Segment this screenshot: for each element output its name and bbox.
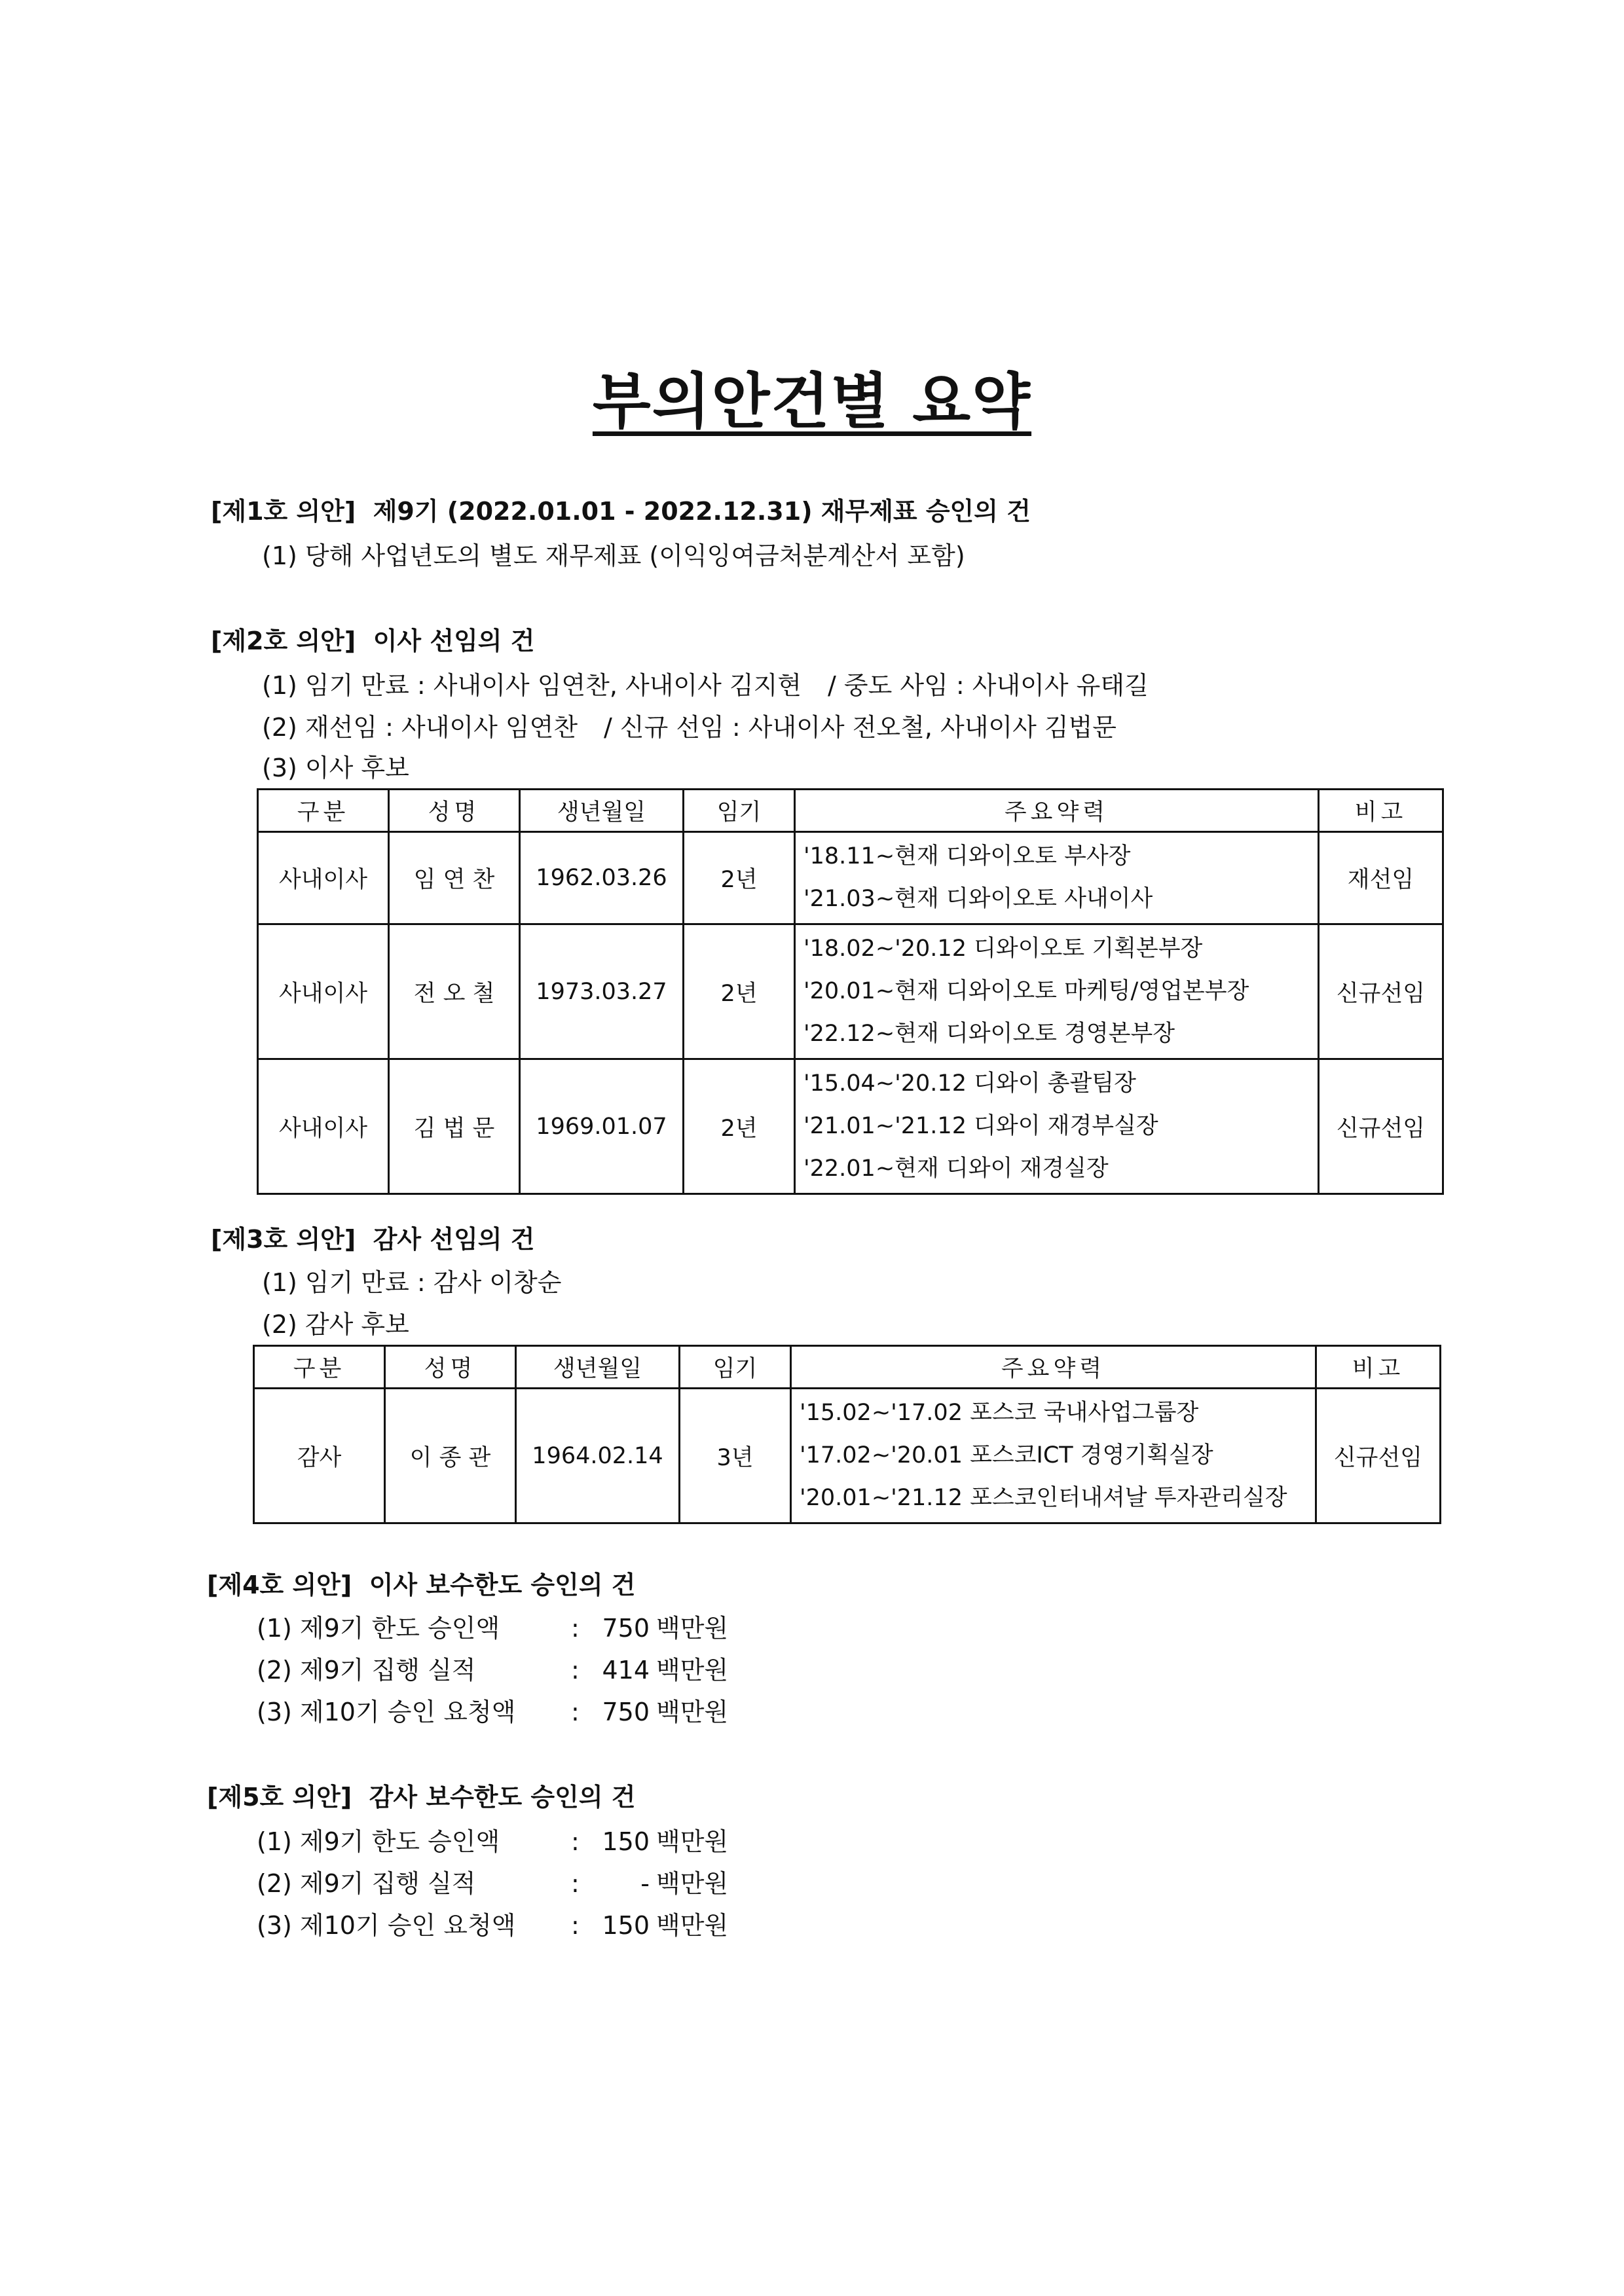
item1-heading-text: 제9기 (2022.01.01 - 2022.12.31) 재무제표 승인의 건 <box>373 497 1031 526</box>
header-name: 성명 <box>385 1346 516 1389</box>
cell-career <box>791 1389 1316 1523</box>
row-unit: 백만원 <box>656 1614 729 1643</box>
item3-heading-label: [제3호 의안] <box>211 1225 356 1254</box>
row-colon: : <box>571 1869 580 1898</box>
item5-row-2 <box>257 1863 728 1899</box>
cell-birth: 1973.03.27 <box>520 924 684 1059</box>
career-line: '17.02~'20.01 포스코ICT 경영기획실장 <box>800 1442 1213 1468</box>
row-colon: : <box>571 1911 580 1940</box>
row-unit: 백만원 <box>656 1869 729 1898</box>
header-name: 성명 <box>389 790 520 832</box>
item1-line-1: (1) 당해 사업년도의 별도 재무제표 (이익잉여금처분계산서 포함) <box>262 541 965 570</box>
header-birth: 생년월일 <box>520 790 684 832</box>
header-career: 주요약력 <box>791 1346 1316 1389</box>
row-unit: 백만원 <box>656 1656 729 1685</box>
item3-heading-text: 감사 선임의 건 <box>373 1225 535 1254</box>
item5-heading-text: 감사 보수한도 승인의 건 <box>369 1783 636 1812</box>
header-type: 구분 <box>254 1346 385 1389</box>
cell-note: 신규선임 <box>1319 1059 1443 1194</box>
item4-heading-text: 이사 보수한도 승인의 건 <box>369 1571 636 1599</box>
table-header-row <box>254 1346 1441 1389</box>
item2-heading-label: [제2호 의안] <box>211 627 356 655</box>
career-line: '22.01~현재 디와이 재경실장 <box>803 1156 1109 1182</box>
row-colon: : <box>571 1656 580 1685</box>
cell-term: 2년 <box>684 832 795 924</box>
header-term: 임기 <box>680 1346 791 1389</box>
table-row <box>258 832 1443 924</box>
item5-row-1 <box>257 1821 728 1857</box>
career-line: '21.03~현재 디와이오토 사내이사 <box>803 886 1153 912</box>
row-unit: 백만원 <box>656 1827 729 1856</box>
cell-type: 감사 <box>254 1389 385 1523</box>
cell-type: 사내이사 <box>258 924 389 1059</box>
row-value: - <box>640 1869 650 1898</box>
auditor-candidates-table <box>253 1345 1441 1524</box>
item4-heading <box>207 1565 636 1601</box>
item2-line-2b: / 신규 선임 : 사내이사 전오철, 사내이사 김법문 <box>604 713 1117 742</box>
item4-row-2 <box>257 1650 728 1686</box>
cell-name: 전 오 철 <box>389 924 520 1059</box>
cell-career <box>795 924 1319 1059</box>
table-header-row <box>258 790 1443 832</box>
item2-line-1 <box>262 665 1149 701</box>
career-line: '20.01~현재 디와이오토 마케팅/영업본부장 <box>803 978 1249 1004</box>
cell-name: 이 종 관 <box>385 1389 516 1523</box>
item2-line-1b: / 중도 사임 : 사내이사 유태길 <box>828 671 1149 700</box>
row-label: (2) 제9기 집행 실적 <box>257 1656 476 1685</box>
row-label: (3) 제10기 승인 요청액 <box>257 1911 516 1940</box>
item2-line-2 <box>262 707 1116 743</box>
item1-heading-label: [제1호 의안] <box>211 497 356 526</box>
row-label: (2) 제9기 집행 실적 <box>257 1869 476 1898</box>
cell-term: 2년 <box>684 1059 795 1194</box>
item4-row-3 <box>257 1692 728 1728</box>
item5-heading <box>207 1777 636 1813</box>
table-row <box>254 1389 1441 1523</box>
cell-name: 김 법 문 <box>389 1059 520 1194</box>
row-unit: 백만원 <box>656 1698 729 1726</box>
header-note: 비고 <box>1316 1346 1441 1389</box>
header-term: 임기 <box>684 790 795 832</box>
item2-heading <box>211 621 534 657</box>
table-row <box>258 924 1443 1059</box>
header-career: 주요약력 <box>795 790 1319 832</box>
row-value: 150 <box>602 1827 650 1856</box>
item3-heading <box>211 1219 534 1255</box>
row-value: 150 <box>602 1911 650 1940</box>
item1-heading <box>211 491 1031 527</box>
header-type: 구분 <box>258 790 389 832</box>
cell-career <box>795 1059 1319 1194</box>
cell-note: 신규선임 <box>1319 924 1443 1059</box>
career-line: '15.04~'20.12 디와이 총괄팀장 <box>803 1070 1136 1097</box>
row-value: 750 <box>602 1698 650 1726</box>
item4-row-1 <box>257 1608 728 1644</box>
item4-heading-label: [제4호 의안] <box>207 1571 352 1599</box>
row-unit: 백만원 <box>656 1911 729 1940</box>
cell-birth: 1964.02.14 <box>516 1389 680 1523</box>
item3-line-1: (1) 임기 만료 : 감사 이창순 <box>262 1268 562 1297</box>
cell-note: 재선임 <box>1319 832 1443 924</box>
row-label: (1) 제9기 한도 승인액 <box>257 1614 500 1643</box>
header-birth: 생년월일 <box>516 1346 680 1389</box>
career-line: '22.12~현재 디와이오토 경영본부장 <box>803 1021 1175 1047</box>
career-line: '18.02~'20.12 디와이오토 기획본부장 <box>803 936 1203 962</box>
item5-heading-label: [제5호 의안] <box>207 1783 352 1812</box>
item5-row-3 <box>257 1905 728 1941</box>
item3-line-2: (2) 감사 후보 <box>262 1310 409 1339</box>
cell-birth: 1969.01.07 <box>520 1059 684 1194</box>
item2-heading-text: 이사 선임의 건 <box>373 627 535 655</box>
row-colon: : <box>571 1614 580 1643</box>
career-line: '20.01~'21.12 포스코인터내셔날 투자관리실장 <box>800 1485 1287 1511</box>
item2-line-3: (3) 이사 후보 <box>262 754 409 782</box>
cell-type: 사내이사 <box>258 1059 389 1194</box>
item2-line-1a: (1) 임기 만료 : 사내이사 임연찬, 사내이사 김지현 <box>262 671 802 700</box>
cell-birth: 1962.03.26 <box>520 832 684 924</box>
header-note: 비고 <box>1319 790 1443 832</box>
row-value: 414 <box>602 1656 650 1685</box>
career-line: '15.02~'17.02 포스코 국내사업그룹장 <box>800 1400 1199 1426</box>
row-label: (1) 제9기 한도 승인액 <box>257 1827 500 1856</box>
row-colon: : <box>571 1827 580 1856</box>
cell-name: 임 연 찬 <box>389 832 520 924</box>
career-line: '18.11~현재 디와이오토 부사장 <box>803 843 1131 869</box>
career-line: '21.01~'21.12 디와이 재경부실장 <box>803 1113 1158 1139</box>
cell-term: 2년 <box>684 924 795 1059</box>
director-candidates-table <box>257 788 1444 1195</box>
table-row <box>258 1059 1443 1194</box>
cell-note: 신규선임 <box>1316 1389 1441 1523</box>
cell-type: 사내이사 <box>258 832 389 924</box>
cell-term: 3년 <box>680 1389 791 1523</box>
page-title: 부의안건별 요약 <box>592 367 1032 437</box>
cell-career <box>795 832 1319 924</box>
item2-line-2a: (2) 재선임 : 사내이사 임연찬 <box>262 713 578 742</box>
row-colon: : <box>571 1698 580 1726</box>
row-value: 750 <box>602 1614 650 1643</box>
row-label: (3) 제10기 승인 요청액 <box>257 1698 516 1726</box>
